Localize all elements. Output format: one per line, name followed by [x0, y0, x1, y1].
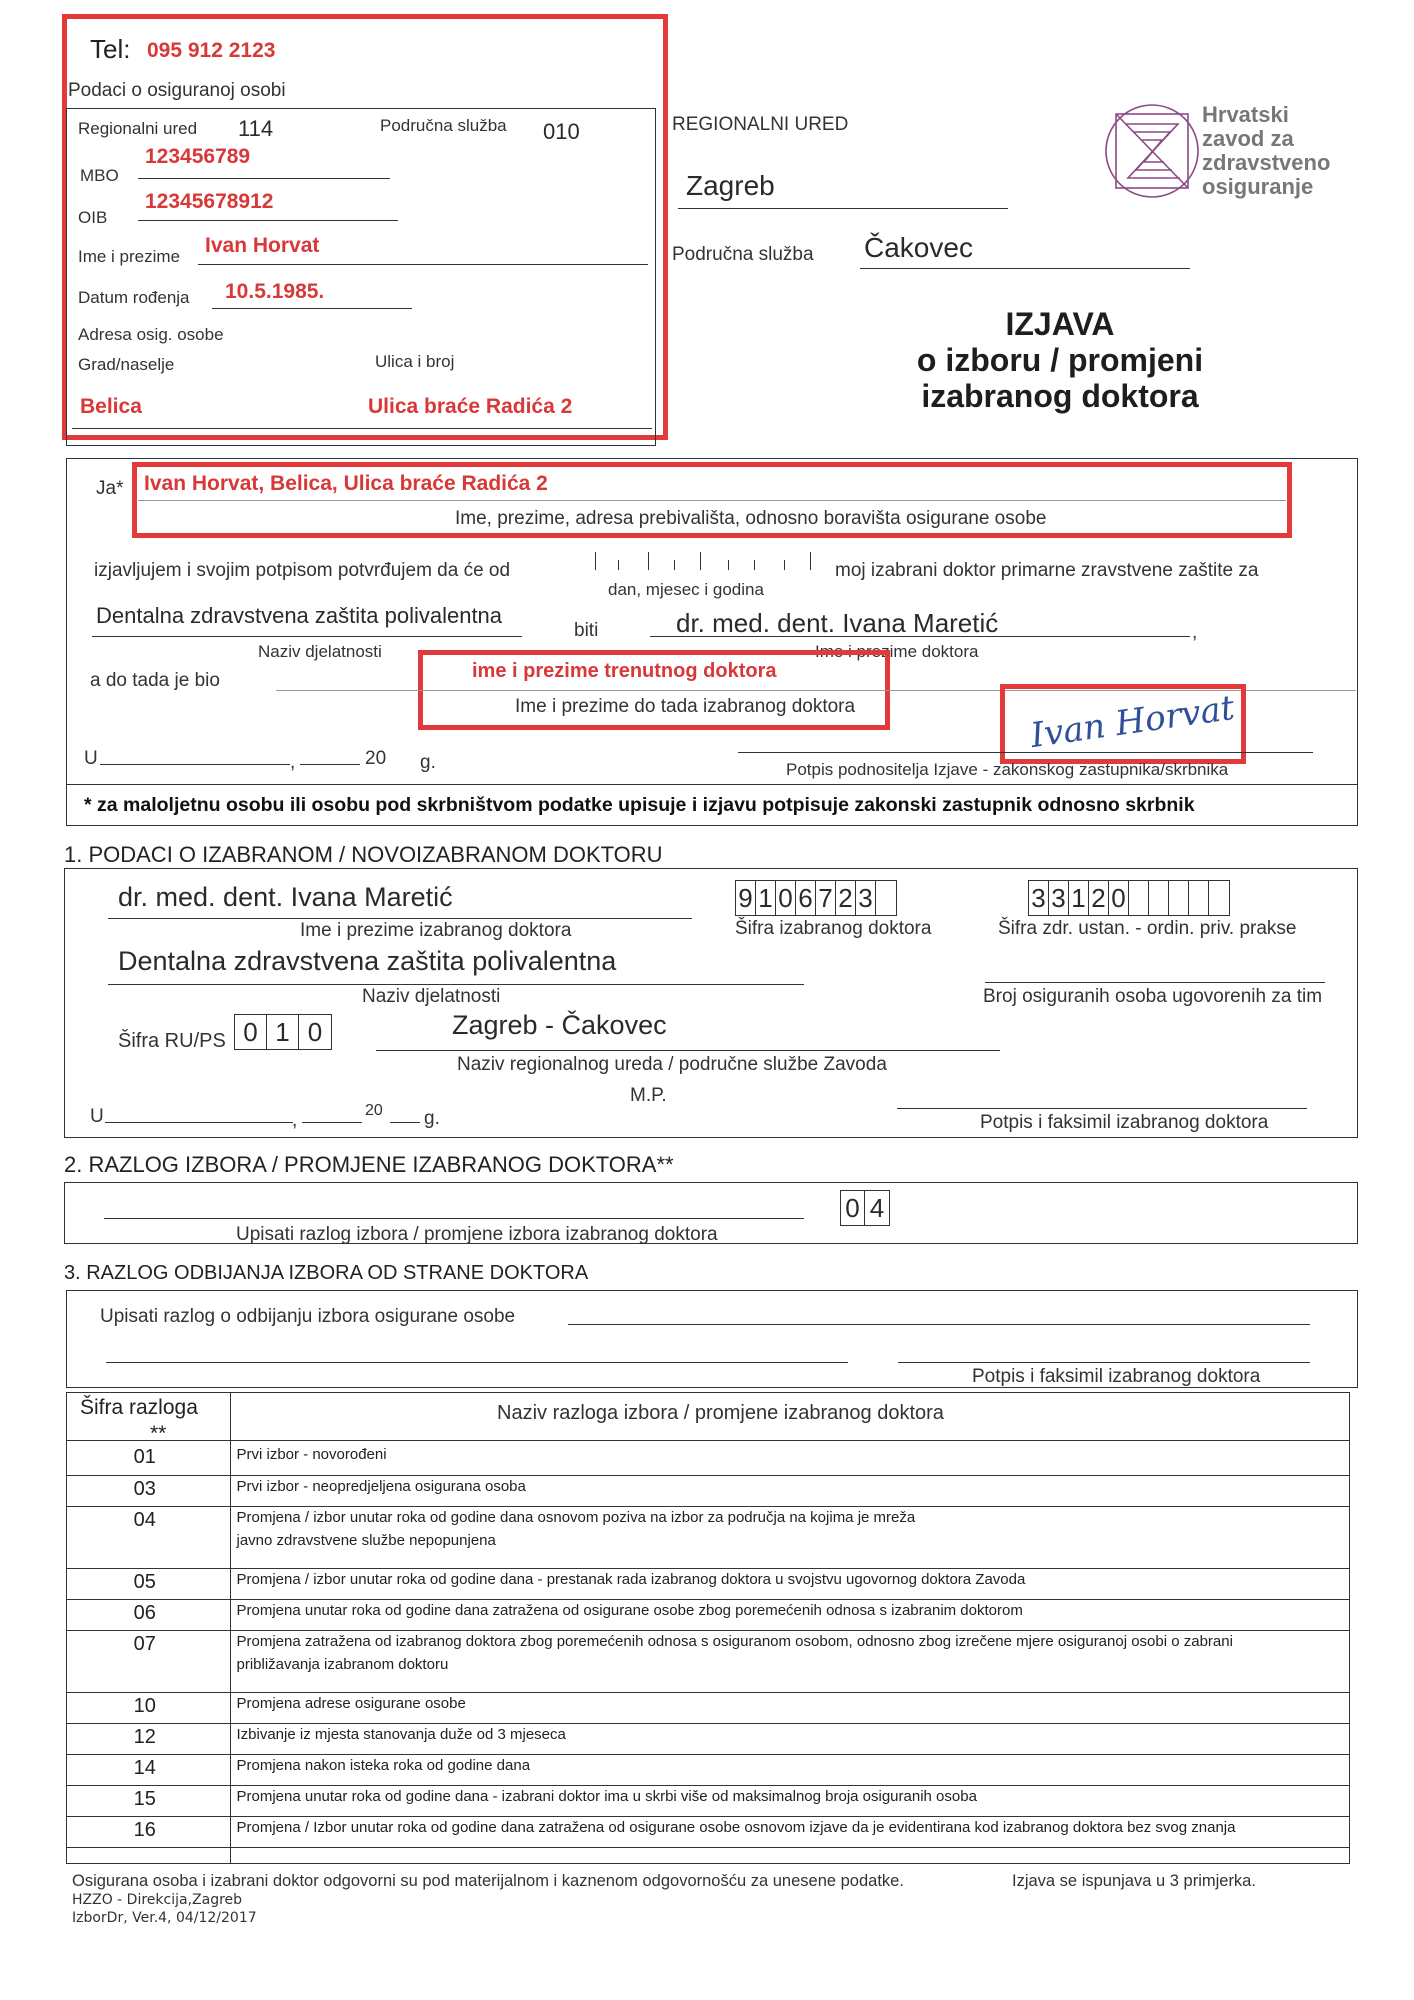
section3-line-1: [568, 1324, 1310, 1325]
previous-value: ime i prezime trenutnog doktora: [472, 660, 777, 682]
footer-issuer: HZZO - Direkcija,Zagreb: [72, 1892, 243, 1908]
regional-office-line: [678, 208, 1008, 209]
mbo-label: MBO: [80, 166, 119, 185]
reason-code: 12: [66, 1723, 230, 1754]
signature-caption: Potpis podnositelja Izjave - zakonskog zastupnika/skrbnika: [786, 760, 1229, 779]
section1-doctor-name: dr. med. dent. Ivana Maretić: [118, 882, 453, 912]
reason-text-line: približavanja izabranom doktoru: [236, 1655, 449, 1673]
section1-activity: Dentalna zdravstvena zaštita polivalentna: [118, 946, 617, 976]
institution-code-digit: [1129, 881, 1149, 915]
dob-value: 10.5.1985.: [225, 280, 325, 303]
section1-year-prefix: 20: [365, 1102, 383, 1119]
reason-row: [66, 1475, 1350, 1506]
section1-heading: 1. PODACI O IZABRANOM / NOVOIZABRANOM DOKTORU: [64, 842, 663, 867]
reason-row: [66, 1723, 1350, 1754]
tel-value: 095 912 2123: [147, 39, 276, 62]
branch-label: Područna služba: [380, 116, 507, 135]
reason-code: 15: [66, 1785, 230, 1816]
reason-text-line: Promjena unutar roka od godine dana - izabrani doktor ima u skrbi više od maksimalnog broja osiguranih osoba: [236, 1787, 977, 1805]
mbo-line: [138, 178, 390, 179]
section1-office-name: Zagreb - Čakovec: [452, 1010, 667, 1040]
date-caption: dan, mjesec i godina: [608, 580, 764, 599]
reason-code: 06: [66, 1599, 230, 1630]
section1-place-line: [105, 1122, 293, 1123]
hzzo-logo-line4: osiguranje: [1202, 174, 1314, 199]
doctor-code-digit: 7: [816, 881, 836, 915]
statement-place-prefix: U: [84, 748, 98, 769]
doctor-code-caption: Šifra izabranog doktora: [735, 918, 932, 939]
office-branch-line: [860, 268, 1190, 269]
reason-text-line: Promjena nakon isteka roka od godine dana: [236, 1756, 531, 1774]
reason-text: [230, 1785, 1350, 1816]
reason-row: [66, 1754, 1350, 1785]
regional-office-label: Regionalni ured: [78, 119, 198, 138]
footnote-divider: [66, 784, 1358, 785]
reason-text-line: Izbivanje iz mjesta stanovanja duže od 3 mjeseca: [236, 1725, 566, 1743]
hzzo-logo-line3: zdravstveno: [1202, 150, 1331, 175]
reasons-header-name: Naziv razloga izbora / promjene izabranog doktora: [497, 1402, 944, 1424]
reason-row: [66, 1816, 1350, 1847]
section2-code-cells: [840, 1190, 890, 1226]
section2-code-digit: 0: [841, 1191, 865, 1225]
statement-year-suffix: g.: [420, 752, 436, 773]
ja-value: Ivan Horvat, Belica, Ulica braće Radića 2: [144, 472, 548, 495]
previous-caption: Ime i prezime do tada izabranog doktora: [515, 696, 856, 717]
statement-activity-caption: Naziv djelatnosti: [258, 642, 382, 661]
reasons-header-code: Šifra razloga: [80, 1396, 198, 1419]
statement-year-line: [300, 764, 360, 765]
address-line: [72, 428, 652, 429]
ja-line: [138, 500, 1286, 501]
section1-office-caption: Naziv regionalnog ureda / područne službe Zavoda: [457, 1054, 887, 1075]
section3-signature-line: [898, 1362, 1310, 1363]
signature-drawing: Ivan Horvat: [1028, 687, 1237, 757]
branch-value: 010: [543, 119, 580, 144]
reason-text-line: Prvi izbor - neopredjeljena osigurana osoba: [236, 1477, 526, 1495]
dob-label: Datum rođenja: [78, 288, 190, 307]
statement-place-comma: ,: [290, 752, 296, 773]
dob-line: [212, 308, 412, 309]
institution-code-cells: [1028, 880, 1230, 916]
footnote: * za maloljetnu osobu ili osobu pod skrbništvom podatke upisuje i izjavu potpisuje zakonski zastupnik odnosno skrbnik: [84, 794, 1195, 816]
doctor-code-cells: [735, 880, 897, 916]
section2-caption: Upisati razlog izbora / promjene izbora izabranog doktora: [236, 1224, 718, 1245]
reason-row: [66, 1568, 1350, 1599]
reason-text: [230, 1506, 1350, 1568]
statement-activity-line: [92, 636, 522, 637]
reason-code: 16: [66, 1816, 230, 1847]
footer-responsibility: Osigurana osoba i izabrani doktor odgovorni su pod materijalnom i kaznenom odgovornošću za unesene podatke.: [72, 1872, 904, 1890]
institution-code-digit: [1189, 881, 1209, 915]
institution-code-digit: 0: [1109, 881, 1129, 915]
statement-activity-value: Dentalna zdravstvena zaštita polivalentna: [96, 603, 503, 628]
doctor-code-digit: [876, 881, 896, 915]
section1-doctor-caption: Ime i prezime izabranog doktora: [300, 920, 572, 941]
title-line3: izabranog doktora: [921, 378, 1199, 414]
signature-line: [738, 752, 1313, 753]
previous-label: a do tada je bio: [90, 670, 220, 691]
reason-row: [66, 1785, 1350, 1816]
reason-text-line: Promjena / izbor unutar roka od godine dana - prestanak rada izabranog doktora u svojstvu ugovornog doktora Zavoda: [236, 1570, 1026, 1588]
hzzo-logo-icon: [1102, 102, 1202, 200]
reason-row: [66, 1630, 1350, 1692]
reason-text-line: Promjena unutar roka od godine dana zatražena od osigurane osobe zbog poremećenih odnosa s izabranim doktorom: [236, 1601, 1023, 1619]
oib-line: [138, 220, 398, 221]
section1-place-comma: ,: [292, 1110, 298, 1131]
ja-label: Ja*: [96, 478, 124, 499]
institution-code-digit: [1169, 881, 1189, 915]
title-line2: o izboru / promjeni: [916, 342, 1204, 378]
oib-label: OIB: [78, 208, 108, 227]
doctor-code-digit: 0: [776, 881, 796, 915]
section2-line: [104, 1218, 804, 1219]
office-branch-value: Čakovec: [864, 232, 973, 263]
doctor-code-digit: 1: [756, 881, 776, 915]
name-label: Ime i prezime: [78, 247, 181, 266]
institution-code-digit: [1149, 881, 1169, 915]
ru-ps-digit: 0: [235, 1015, 267, 1049]
street-value: Ulica braće Radića 2: [368, 395, 573, 418]
reason-text-line: javno zdravstvene službe nepopunjena: [236, 1531, 496, 1549]
reasons-header-mark: **: [150, 1422, 167, 1445]
reason-code: 10: [66, 1692, 230, 1723]
ru-ps-digit: 1: [267, 1015, 299, 1049]
institution-code-digit: 2: [1089, 881, 1109, 915]
reasons-header-divider: [66, 1440, 1350, 1441]
insured-section-label: Podaci o osiguranoj osobi: [68, 80, 286, 101]
regional-office-title: REGIONALNI URED: [672, 114, 849, 135]
section1-activity-caption: Naziv djelatnosti: [362, 986, 501, 1007]
ru-ps-cells: [234, 1014, 332, 1050]
city-value: Belica: [80, 395, 142, 418]
reason-text-line: Promjena / izbor unutar roka od godine dana osnovom poziva na izbor za područja na kojima je mreža: [236, 1508, 916, 1526]
reason-code: 14: [66, 1754, 230, 1785]
reason-code: 07: [66, 1630, 230, 1692]
institution-code-digit: 3: [1049, 881, 1069, 915]
reason-row: [66, 1506, 1350, 1568]
statement-doctor-value: dr. med. dent. Ivana Maretić: [676, 608, 999, 638]
title-line1: IZJAVA: [1005, 306, 1115, 342]
footer-copies: Izjava se ispunjava u 3 primjerka.: [1012, 1872, 1256, 1890]
reason-text-line: Prvi izbor - novorođeni: [236, 1446, 387, 1463]
tel-label: Tel:: [90, 34, 131, 64]
reason-text: [230, 1723, 1350, 1754]
statement-year-prefix: 20: [365, 748, 387, 769]
institution-code-digit: 1: [1069, 881, 1089, 915]
reason-text-line: Promjena adrese osigurane osobe: [236, 1694, 466, 1712]
section1-signature-line: [897, 1108, 1307, 1109]
reason-code: 05: [66, 1568, 230, 1599]
doctor-code-digit: 3: [856, 881, 876, 915]
doctor-code-digit: 9: [736, 881, 756, 915]
reason-code: 04: [66, 1506, 230, 1568]
statement-doctor-comma: ,: [1192, 622, 1198, 643]
reason-text: [230, 1754, 1350, 1785]
section2-heading: 2. RAZLOG IZBORA / PROMJENE IZABRANOG DOKTORA**: [64, 1152, 674, 1177]
ru-ps-digit: 0: [307, 1017, 323, 1047]
reason-text: [230, 1599, 1350, 1630]
street-label: Ulica i broj: [375, 352, 455, 371]
city-label: Grad/naselje: [78, 355, 175, 374]
name-line: [198, 264, 648, 265]
section1-year-suffix-line: [390, 1122, 420, 1123]
reason-text: [230, 1816, 1350, 1847]
regional-office-city: Zagreb: [686, 170, 775, 201]
section1-place-prefix: U: [90, 1106, 104, 1127]
statement-place-line: [100, 764, 290, 765]
reason-row: [66, 1444, 1350, 1475]
reason-text: [230, 1568, 1350, 1599]
reason-text: [230, 1692, 1350, 1723]
oib-value: 12345678912: [145, 190, 274, 213]
statement-doctor-caption: Ime i prezime doktora: [815, 642, 979, 661]
section1-doctor-line: [108, 918, 692, 919]
section1-activity-line: [108, 984, 804, 985]
reason-text-line: Promjena / Izbor unutar roka od godine dana zatražena od osigurane osobe osnovom izjave da je evidentirana kod izabranog doktora bez svog znanja: [236, 1818, 1236, 1836]
section1-mp-label: M.P.: [630, 1085, 667, 1106]
doctor-text: moj izabrani doktor primarne zravstvene zaštite za: [835, 560, 1259, 581]
section3-signature-caption: Potpis i faksimil izabranog doktora: [972, 1366, 1261, 1387]
institution-code-digit: 3: [1029, 881, 1049, 915]
section3-caption: Upisati razlog o odbijanju izbora osigurane osobe: [100, 1306, 516, 1327]
office-branch-label: Područna služba: [672, 244, 814, 265]
section1-signature-caption: Potpis i faksimil izabranog doktora: [980, 1112, 1269, 1133]
reason-text: [230, 1475, 1350, 1506]
insured-count-caption: Broj osiguranih osoba ugovorenih za tim: [983, 986, 1323, 1007]
hzzo-logo-line1: Hrvatski: [1202, 102, 1289, 127]
reasons-table: [66, 1444, 1350, 1848]
section1-year-suffix: g.: [424, 1108, 440, 1129]
institution-code-caption: Šifra zdr. ustan. - ordin. priv. prakse: [998, 918, 1297, 939]
institution-code-digit: [1209, 881, 1229, 915]
reason-code: 01: [66, 1444, 230, 1475]
statement-doctor-line: [650, 636, 1190, 637]
section1-office-line: [376, 1050, 1000, 1051]
name-value: Ivan Horvat: [205, 234, 320, 257]
hzzo-logo-line2: zavod za: [1202, 126, 1294, 151]
section3-heading: 3. RAZLOG ODBIJANJA IZBORA OD STRANE DOKTORA: [64, 1262, 589, 1284]
reason-text-line: Promjena zatražena od izabranog doktora zbog poremećenih odnosa s osiguranom osobom, odnosno zbog izrečene mjere osiguranoj osobi o zabrani: [236, 1632, 1233, 1650]
regional-office-value: 114: [238, 116, 274, 141]
footer-version: IzborDr, Ver.4, 04/12/2017: [72, 1910, 257, 1926]
declare-text: izjavljujem i svojim potpisom potvrđujem da će od: [94, 560, 511, 581]
reason-row: [66, 1599, 1350, 1630]
reason-text: [230, 1630, 1350, 1692]
section3-line-2: [106, 1362, 848, 1363]
section1-year-line: [302, 1122, 362, 1123]
ja-caption: Ime, prezime, adresa prebivališta, odnosno boravišta osigurane osobe: [455, 508, 1047, 529]
ru-ps-label: Šifra RU/PS: [118, 1030, 226, 1052]
reason-row: [66, 1692, 1350, 1723]
reason-text: [230, 1444, 1350, 1475]
section2-code-digit: 4: [869, 1193, 885, 1223]
biti-label: biti: [574, 620, 599, 641]
address-label: Adresa osig. osobe: [78, 325, 224, 344]
doctor-code-digit: 6: [796, 881, 816, 915]
insured-count-line: [985, 982, 1325, 983]
mbo-value: 123456789: [145, 145, 251, 168]
reason-code: 03: [66, 1475, 230, 1506]
doctor-code-digit: 2: [836, 881, 856, 915]
